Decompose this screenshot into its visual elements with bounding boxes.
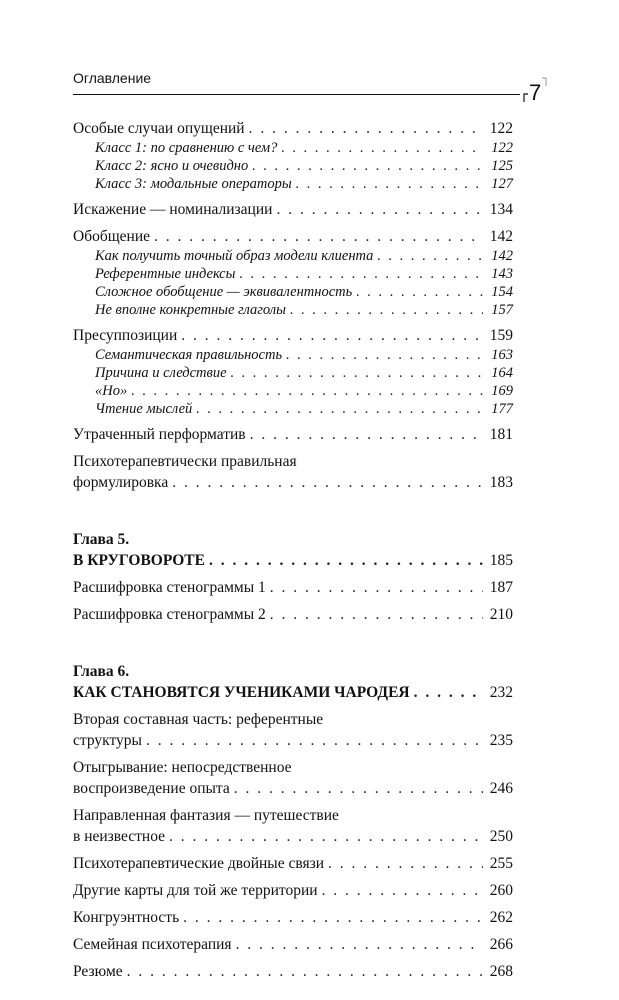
leader-dots bbox=[131, 382, 483, 400]
toc-entry-label: Особые случаи опущений bbox=[73, 120, 245, 137]
toc-entry-line2 bbox=[73, 730, 513, 751]
toc-subentry-page: 154 bbox=[491, 284, 513, 300]
toc-subentry-page: 142 bbox=[491, 248, 513, 264]
toc-subentry-page: 164 bbox=[491, 365, 513, 381]
toc-entry-label: структуры bbox=[73, 732, 142, 749]
toc-entry-page: 159 bbox=[489, 327, 513, 344]
toc-entry-page: 183 bbox=[489, 474, 513, 491]
chapter-6-heading: Глава 6. bbox=[73, 663, 130, 680]
leader-dots bbox=[172, 472, 483, 493]
toc-entry[interactable] bbox=[73, 604, 513, 625]
toc-entry-label: Обобщение bbox=[73, 228, 151, 245]
leader-dots bbox=[252, 157, 483, 175]
toc-subentry-label: Референтные индексы bbox=[95, 266, 236, 282]
toc-subentry-label: «Но» bbox=[95, 383, 128, 399]
toc-entry-page: 134 bbox=[489, 201, 513, 218]
toc-subentry-page: 177 bbox=[491, 401, 513, 417]
toc-subentry-label: Класс 3: модальные операторы bbox=[95, 176, 292, 192]
leader-dots bbox=[154, 226, 483, 247]
toc-entry[interactable] bbox=[73, 199, 513, 220]
toc-subentry-page: 122 bbox=[491, 140, 513, 156]
leader-dots bbox=[239, 265, 483, 283]
leader-dots bbox=[146, 730, 483, 751]
chapter-5-heading: Глава 5. bbox=[73, 531, 130, 548]
toc-entry-multiline[interactable] bbox=[73, 709, 513, 751]
toc-subentry-label: Не вполне конкретные глаголы bbox=[95, 302, 286, 318]
toc-entry[interactable] bbox=[73, 424, 513, 445]
leader-dots bbox=[296, 175, 483, 193]
toc-entry-label: Пресуппозиции bbox=[73, 327, 178, 344]
toc-entry[interactable] bbox=[73, 577, 513, 598]
leader-dots bbox=[234, 778, 483, 799]
toc-entry-line2 bbox=[73, 472, 513, 493]
toc-entry-label: в неизвестное bbox=[73, 828, 166, 845]
page-number: 7 bbox=[529, 80, 542, 105]
leader-dots bbox=[236, 934, 483, 955]
toc-entry-label: Утраченный перформатив bbox=[73, 426, 246, 443]
toc-subentry-page: 125 bbox=[491, 158, 513, 174]
toc-entry[interactable] bbox=[73, 118, 513, 139]
toc-subentry[interactable] bbox=[73, 364, 513, 382]
toc-entry-page: 268 bbox=[489, 963, 513, 980]
toc-entry-label: Семейная психотерапия bbox=[73, 936, 232, 953]
toc-entry-page: 235 bbox=[489, 732, 513, 749]
chapter-6-title-entry[interactable] bbox=[73, 682, 513, 703]
toc-entry[interactable] bbox=[73, 325, 513, 346]
leader-dots bbox=[249, 118, 483, 139]
toc-subentry-page: 157 bbox=[491, 302, 513, 318]
toc-entry-page: 210 bbox=[489, 606, 513, 623]
toc-entry-label-line1: Отыгрывание: непосредственное bbox=[73, 759, 292, 776]
toc-entry[interactable] bbox=[73, 226, 513, 247]
leader-dots bbox=[196, 400, 483, 418]
toc-entry[interactable] bbox=[73, 853, 513, 874]
leader-dots bbox=[281, 139, 483, 157]
leader-dots bbox=[414, 682, 483, 703]
toc-entry[interactable] bbox=[73, 880, 513, 901]
toc-entry-label: Расшифровка стенограммы 2 bbox=[73, 606, 266, 623]
toc-subentry[interactable] bbox=[73, 346, 513, 364]
toc-entry[interactable] bbox=[73, 961, 513, 982]
toc-subentry-label: Семантическая правильность bbox=[95, 347, 283, 363]
toc-subentry-label: Класс 1: по сравнению с чем? bbox=[95, 140, 278, 156]
toc-subentry[interactable] bbox=[73, 301, 513, 319]
toc-entry-line2 bbox=[73, 778, 513, 799]
toc-entry-label: воспроизведение опыта bbox=[73, 780, 230, 797]
toc-entry-label: Резюме bbox=[73, 963, 123, 980]
toc-entry-page: 250 bbox=[489, 828, 513, 845]
toc-subentry[interactable] bbox=[73, 157, 513, 175]
toc-entry-page: 122 bbox=[489, 120, 513, 137]
chapter-5-title-entry[interactable] bbox=[73, 550, 513, 571]
toc-entry-label: Другие карты для той же территории bbox=[73, 882, 318, 899]
toc-entry-page: 260 bbox=[489, 882, 513, 899]
toc-subentry[interactable] bbox=[73, 247, 513, 265]
page-header bbox=[73, 70, 543, 110]
toc-entry-multiline[interactable] bbox=[73, 757, 513, 799]
toc-subentry[interactable] bbox=[73, 265, 513, 283]
toc-entry-label: Расшифровка стенограммы 1 bbox=[73, 579, 266, 596]
chapter-5-title: В КРУГОВОРОТЕ bbox=[73, 552, 205, 569]
leader-dots bbox=[356, 283, 483, 301]
toc-entry-label: Искажение — номинализации bbox=[73, 201, 273, 218]
leader-dots bbox=[270, 577, 483, 598]
toc-entry-label-line1: Психотерапевтически правильная bbox=[73, 453, 297, 470]
toc-subentry[interactable] bbox=[73, 175, 513, 193]
toc-subentry-label: Причина и следствие bbox=[95, 365, 227, 381]
leader-dots bbox=[231, 364, 484, 382]
toc-subentry[interactable] bbox=[73, 382, 513, 400]
leader-dots bbox=[250, 424, 483, 445]
toc-subentry-label: Как получить точный образ модели клиента bbox=[95, 248, 374, 264]
toc-entry-label: Психотерапевтические двойные связи bbox=[73, 855, 324, 872]
toc-subentry[interactable] bbox=[73, 400, 513, 418]
leader-dots bbox=[276, 199, 483, 220]
toc-subentry-page: 143 bbox=[491, 266, 513, 282]
leader-dots bbox=[322, 880, 483, 901]
toc-entry[interactable] bbox=[73, 907, 513, 928]
toc-subentry[interactable] bbox=[73, 283, 513, 301]
toc-subentry-page: 127 bbox=[491, 176, 513, 192]
toc-subentry[interactable] bbox=[73, 139, 513, 157]
chapter-6-page: 232 bbox=[489, 684, 513, 701]
toc-entry-page: 187 bbox=[489, 579, 513, 596]
toc-entry-page: 262 bbox=[489, 909, 513, 926]
toc-entry-page: 181 bbox=[489, 426, 513, 443]
leader-dots bbox=[169, 826, 483, 847]
header-rule bbox=[73, 94, 520, 95]
toc-entry-label-line1: Направленная фантазия — путешествие bbox=[73, 807, 339, 824]
toc-entry-page: 266 bbox=[489, 936, 513, 953]
chapter-5-page: 185 bbox=[489, 552, 513, 569]
toc-entry-page: 142 bbox=[489, 228, 513, 245]
toc-subentry-label: Сложное обобщение — эквивалентность bbox=[95, 284, 353, 300]
leader-dots bbox=[181, 325, 483, 346]
toc-entry-line2 bbox=[73, 826, 513, 847]
chapter-6-title: КАК СТАНОВЯТСЯ УЧЕНИКАМИ ЧАРОДЕЯ bbox=[73, 684, 410, 701]
toc-subentry-page: 169 bbox=[491, 383, 513, 399]
leader-dots bbox=[377, 247, 483, 265]
running-head: Оглавление bbox=[73, 70, 152, 86]
leader-dots bbox=[209, 550, 483, 571]
toc-entry-label: формулировка bbox=[73, 474, 169, 491]
toc-entry[interactable] bbox=[73, 934, 513, 955]
toc-entry-multiline[interactable] bbox=[73, 805, 513, 847]
toc-entry-page: 255 bbox=[489, 855, 513, 872]
toc-entry-label-line1: Вторая составная часть: референтные bbox=[73, 711, 324, 728]
toc-subentry-label: Класс 2: ясно и очевидно bbox=[95, 158, 249, 174]
table-of-contents bbox=[73, 118, 513, 982]
leader-dots bbox=[328, 853, 483, 874]
toc-entry-page: 246 bbox=[489, 780, 513, 797]
leader-dots bbox=[127, 961, 483, 982]
toc-subentry-label: Чтение мыслей bbox=[95, 401, 193, 417]
leader-dots bbox=[290, 301, 483, 319]
leader-dots bbox=[183, 907, 483, 928]
leader-dots bbox=[286, 346, 483, 364]
toc-subentry-page: 163 bbox=[491, 347, 513, 363]
toc-entry-multiline[interactable] bbox=[73, 451, 513, 493]
leader-dots bbox=[270, 604, 483, 625]
toc-entry-label: Конгруэнтность bbox=[73, 909, 180, 926]
